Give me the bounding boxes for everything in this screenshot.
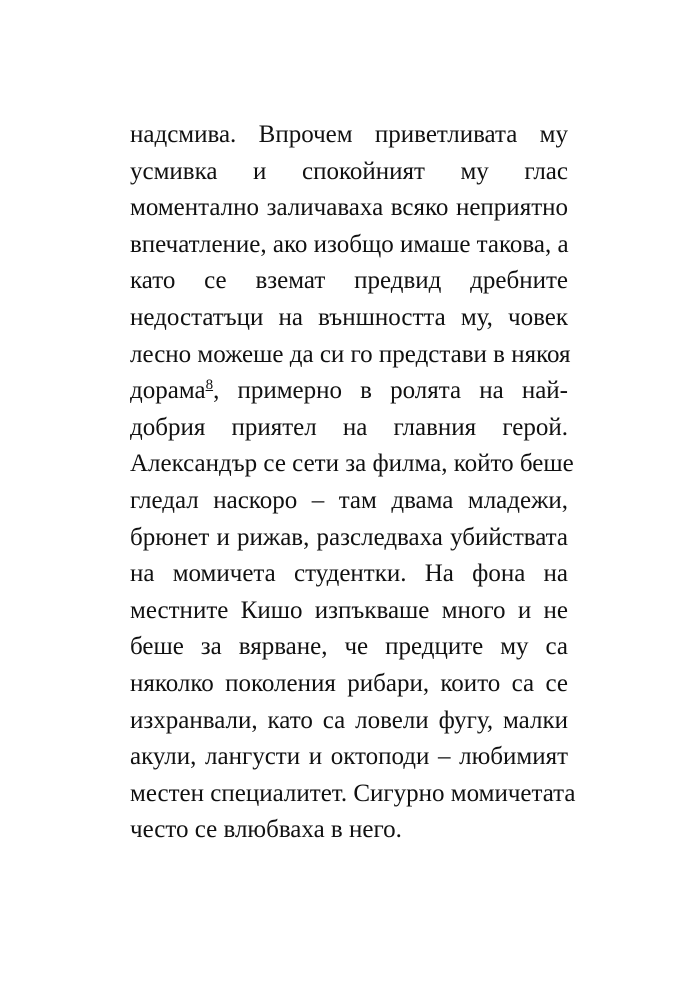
text-line-16: няколко поколения рибари, които са се: [130, 669, 568, 697]
text-line-15: беше за вярване, че предците му са: [130, 633, 568, 661]
text-line-9: добрия приятел на главния герой.: [130, 413, 568, 441]
text-line-10: Александър се сети за филма, който беше: [130, 450, 574, 478]
text-line-17: изхранвали, като са ловели фугу, малки: [130, 706, 568, 734]
text-line-8: [130, 373, 568, 410]
body-text: [130, 117, 576, 849]
text-line-19: местен специалитет. Сигурно момичетата: [130, 779, 576, 807]
text-line-6: недостатъци на външността му, човек: [130, 303, 568, 331]
text-line-14: местните Кишо изпъкваше много и не: [130, 596, 568, 624]
text-line-7: лесно можеше да си го представи в някоя: [130, 340, 571, 368]
text-line-5: като се вземат предвид дребните: [130, 267, 568, 295]
text-line-2: усмивка и спокойният му глас: [130, 157, 568, 185]
text-line-4: впечатление, ако изобщо имаше такова, а: [130, 230, 569, 258]
text-line-20: често се влюбваха в него.: [130, 816, 402, 844]
text-line-11: гледал наскоро – там двама младежи,: [130, 486, 568, 514]
text-line-3: моментално заличаваха всяко неприятно: [130, 194, 568, 222]
text-line-1: надсмива. Впрочем приветливата му: [130, 121, 568, 148]
footnote-reference-link[interactable]: 8: [205, 377, 214, 394]
text-after-footnote: , примерно в ролята на най-: [213, 377, 568, 405]
text-line-18: акули, лангусти и октоподи – любимият: [130, 743, 568, 771]
text-line-12: брюнет и рижав, разследваха убийствата: [130, 523, 568, 551]
text-line-13: на момичета студентки. На фона на: [130, 560, 568, 588]
text-before-footnote: дорама: [130, 377, 206, 405]
